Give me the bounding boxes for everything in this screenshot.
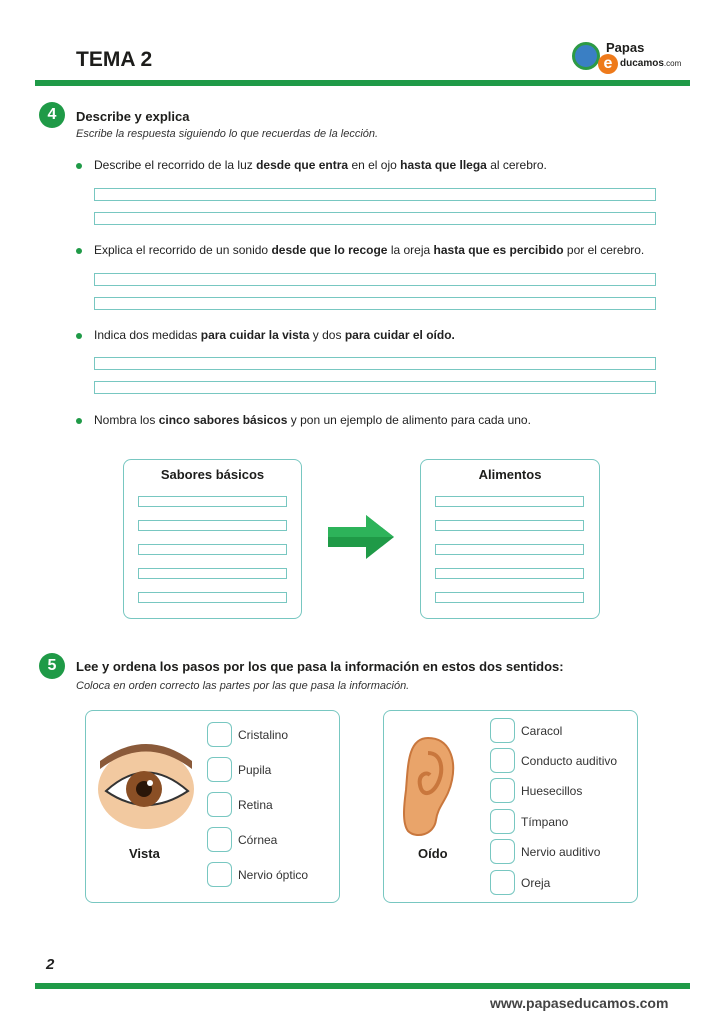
answer-line[interactable] bbox=[94, 273, 656, 286]
question-3: Indica dos medidas para cuidar la vista y dos para cuidar el oído. bbox=[76, 328, 455, 342]
food-line[interactable] bbox=[435, 544, 584, 555]
page-number: 2 bbox=[46, 956, 55, 973]
footer-url: www.papaseducamos.com bbox=[490, 995, 669, 1011]
eye-illustration bbox=[96, 739, 196, 829]
order-checkbox[interactable] bbox=[207, 792, 232, 817]
header-divider bbox=[35, 80, 690, 86]
hearing-item: Nervio auditivo bbox=[521, 845, 601, 859]
sight-item: Pupila bbox=[238, 763, 272, 777]
flavor-line[interactable] bbox=[138, 592, 287, 603]
hearing-item: Caracol bbox=[521, 724, 563, 738]
foods-heading: Alimentos bbox=[478, 467, 542, 482]
exercise-title: Describe y explica bbox=[76, 109, 190, 124]
answer-line[interactable] bbox=[94, 357, 656, 370]
order-checkbox[interactable] bbox=[490, 839, 515, 864]
food-line[interactable] bbox=[435, 568, 584, 579]
hearing-item: Conducto auditivo bbox=[521, 754, 618, 768]
hearing-item: Huesecillos bbox=[521, 784, 583, 798]
logo-text-papas: Papas bbox=[606, 40, 645, 55]
exercise-number-badge: 5 bbox=[39, 653, 65, 679]
logo-e: e bbox=[598, 54, 618, 74]
food-line[interactable] bbox=[435, 496, 584, 507]
ear-illustration bbox=[398, 735, 458, 840]
sight-item: Nervio óptico bbox=[238, 868, 309, 882]
foods-box bbox=[420, 459, 600, 619]
order-checkbox[interactable] bbox=[207, 722, 232, 747]
order-checkbox[interactable] bbox=[207, 827, 232, 852]
footer-divider bbox=[35, 983, 690, 989]
answer-line[interactable] bbox=[94, 381, 656, 394]
flavor-line[interactable] bbox=[138, 568, 287, 579]
question-4: Nombra los cinco sabores básicos y pon un ejemplo de alimento para cada uno. bbox=[76, 413, 531, 427]
sight-box bbox=[85, 710, 340, 903]
answer-line[interactable] bbox=[94, 297, 656, 310]
order-checkbox[interactable] bbox=[490, 718, 515, 743]
food-line[interactable] bbox=[435, 520, 584, 531]
question-2: Explica el recorrido de un sonido desde que lo recoge la oreja hasta que es percibido por el cerebro. bbox=[76, 243, 644, 257]
arrow-right-icon bbox=[326, 513, 396, 561]
sight-item: Cristalino bbox=[238, 728, 289, 742]
hearing-item: Oreja bbox=[521, 876, 551, 890]
logo-text-educamos: ducamos.com bbox=[620, 58, 682, 69]
order-checkbox[interactable] bbox=[490, 778, 515, 803]
answer-line[interactable] bbox=[94, 188, 656, 201]
hearing-item: Tímpano bbox=[521, 815, 569, 829]
flavor-line[interactable] bbox=[138, 520, 287, 531]
question-1: Describe el recorrido de la luz desde que entra en el ojo hasta que llega al cerebro. bbox=[76, 158, 547, 172]
order-checkbox[interactable] bbox=[490, 809, 515, 834]
flavors-heading: Sabores básicos bbox=[160, 467, 265, 482]
logo-globe-icon bbox=[572, 42, 600, 70]
food-line[interactable] bbox=[435, 592, 584, 603]
hearing-caption: Oído bbox=[418, 846, 448, 861]
exercise-subtitle: Coloca en orden correcto las partes por las que pasa la información. bbox=[76, 680, 410, 692]
sight-item: Retina bbox=[238, 798, 273, 812]
exercise-subtitle: Escribe la respuesta siguiendo lo que recuerdas de la lección. bbox=[76, 128, 379, 140]
order-checkbox[interactable] bbox=[207, 862, 232, 887]
answer-line[interactable] bbox=[94, 212, 656, 225]
sight-item: Córnea bbox=[238, 833, 278, 847]
flavors-box bbox=[123, 459, 302, 619]
flavor-line[interactable] bbox=[138, 496, 287, 507]
hearing-box bbox=[383, 710, 638, 903]
papaseducamos-logo bbox=[572, 38, 692, 76]
flavor-line[interactable] bbox=[138, 544, 287, 555]
order-checkbox[interactable] bbox=[490, 870, 515, 895]
exercise-title: Lee y ordena los pasos por los que pasa la información en estos dos sentidos: bbox=[76, 659, 564, 674]
sight-caption: Vista bbox=[129, 846, 160, 861]
page-title: TEMA 2 bbox=[76, 48, 153, 71]
order-checkbox[interactable] bbox=[490, 748, 515, 773]
exercise-number-badge: 4 bbox=[39, 102, 65, 128]
order-checkbox[interactable] bbox=[207, 757, 232, 782]
